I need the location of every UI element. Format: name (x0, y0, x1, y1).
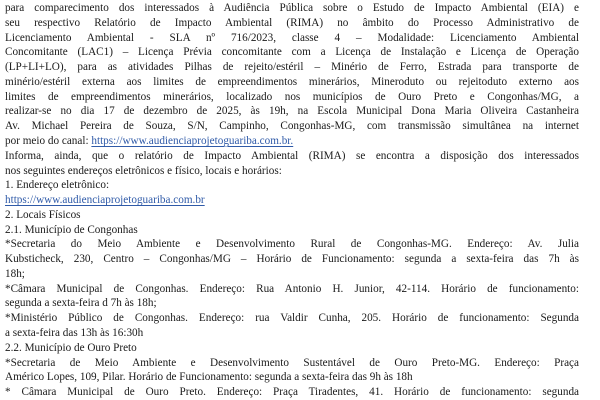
text-line: * Câmara Municipal de Ouro Preto. Endereço: Praça Tiradentes, 41. Horário de funcionamento: segunda (5, 386, 579, 398)
channel-link[interactable]: https://www.audienciaprojetoguariba.com.br. (91, 134, 294, 147)
text-line: *Ministério Público de Congonhas. Endereço: rua Valdir Cunha, 205. Horário de funcionamento: Segunda (5, 312, 579, 325)
subheading-congonhas: 2.1. Município de Congonhas (5, 223, 138, 236)
text-line: Informa, ainda, que o relatório de Impacto Ambiental (RIMA) se encontra a disposição dos interessados (5, 149, 579, 162)
channel-label: por meio do canal: (5, 134, 92, 147)
text-line: nos seguintes endereços eletrônicos e físico, locais e horários: (5, 164, 282, 177)
text-line: *Secretaria do Meio Ambiente e Desenvolvimento Rural de Congonhas-MG. Endereço: Av. Julia (5, 238, 579, 251)
text-line: Américo Lopes, 109, Pilar. Horário de Funcionamento: segunda a sexta-feira das 9h às 18h (5, 371, 413, 384)
subheading-ouro-preto: 2.2. Município de Ouro Preto (5, 341, 137, 354)
channel-line (5, 134, 579, 148)
text-line: segunda a sexta-feira d 7h às 18h; (5, 297, 157, 310)
text-line: (LP+LI+LO), para as atividades Pilhas de rejeito/estéril – Minério de Ferro, Estrada para transporte de (5, 61, 579, 74)
list-heading-online: 1. Endereço eletrônico: (5, 179, 110, 192)
text-line: 18h; (5, 267, 25, 280)
text-line: Av. Michael Pereira de Souza, S/N, Campinho, Congonhas-MG, com transmissão simultânea na internet (5, 120, 579, 133)
text-line: *Câmara Municipal de Congonhas. Endereço: Rua Antonio H. Junior, 42-114. Horário de funcionamento: (5, 282, 579, 295)
text-line: para comparecimento dos interessados à Audiência Pública sobre o Estudo de Impacto Ambiental (EIA) e (5, 2, 579, 14)
online-address-link[interactable]: https://www.audienciaprojetoguariba.com.br (5, 194, 205, 206)
text-line: minério/estéril externa aos limites de empreendimentos minerários, Mineroduto ou rejeitoduto externo aos (5, 75, 579, 88)
text-line: Licenciamento Ambiental - SLA nº 716/2023, classe 4 – Modalidade: Licenciamento Ambiental (5, 31, 579, 44)
text-line: a sexta-feira das 13h às 16:30h (5, 326, 144, 339)
text-line: Concomitante (LAC1) – Licença Prévia concomitante com a Licença de Instalação e Licença de Operação (5, 46, 579, 59)
list-heading-physical: 2. Locais Físicos (5, 208, 81, 221)
text-line: limites de empreendimentos minerários, localizado nos municípios de Ouro Preto e Congonhas/MG, a (5, 90, 579, 103)
text-line: realizar-se no dia 17 de dezembro de 2025, às 19h, na Escola Municipal Dona Maria Oliveira Castanheira (5, 105, 579, 118)
text-line: *Secretaria de Meio Ambiente e Desenvolvimento Sustentável de Ouro Preto-MG. Endereço: Praça (5, 356, 579, 369)
text-line: Kubsticheck, 230, Centro – Congonhas/MG – Horário de Funcionamento: segunda a sexta-feira das 7h às (5, 253, 579, 266)
address-link-line (5, 193, 579, 207)
text-line: seu respectivo Relatório de Impacto Ambiental (RIMA) no âmbito do Processo Administrativo de (5, 16, 579, 29)
